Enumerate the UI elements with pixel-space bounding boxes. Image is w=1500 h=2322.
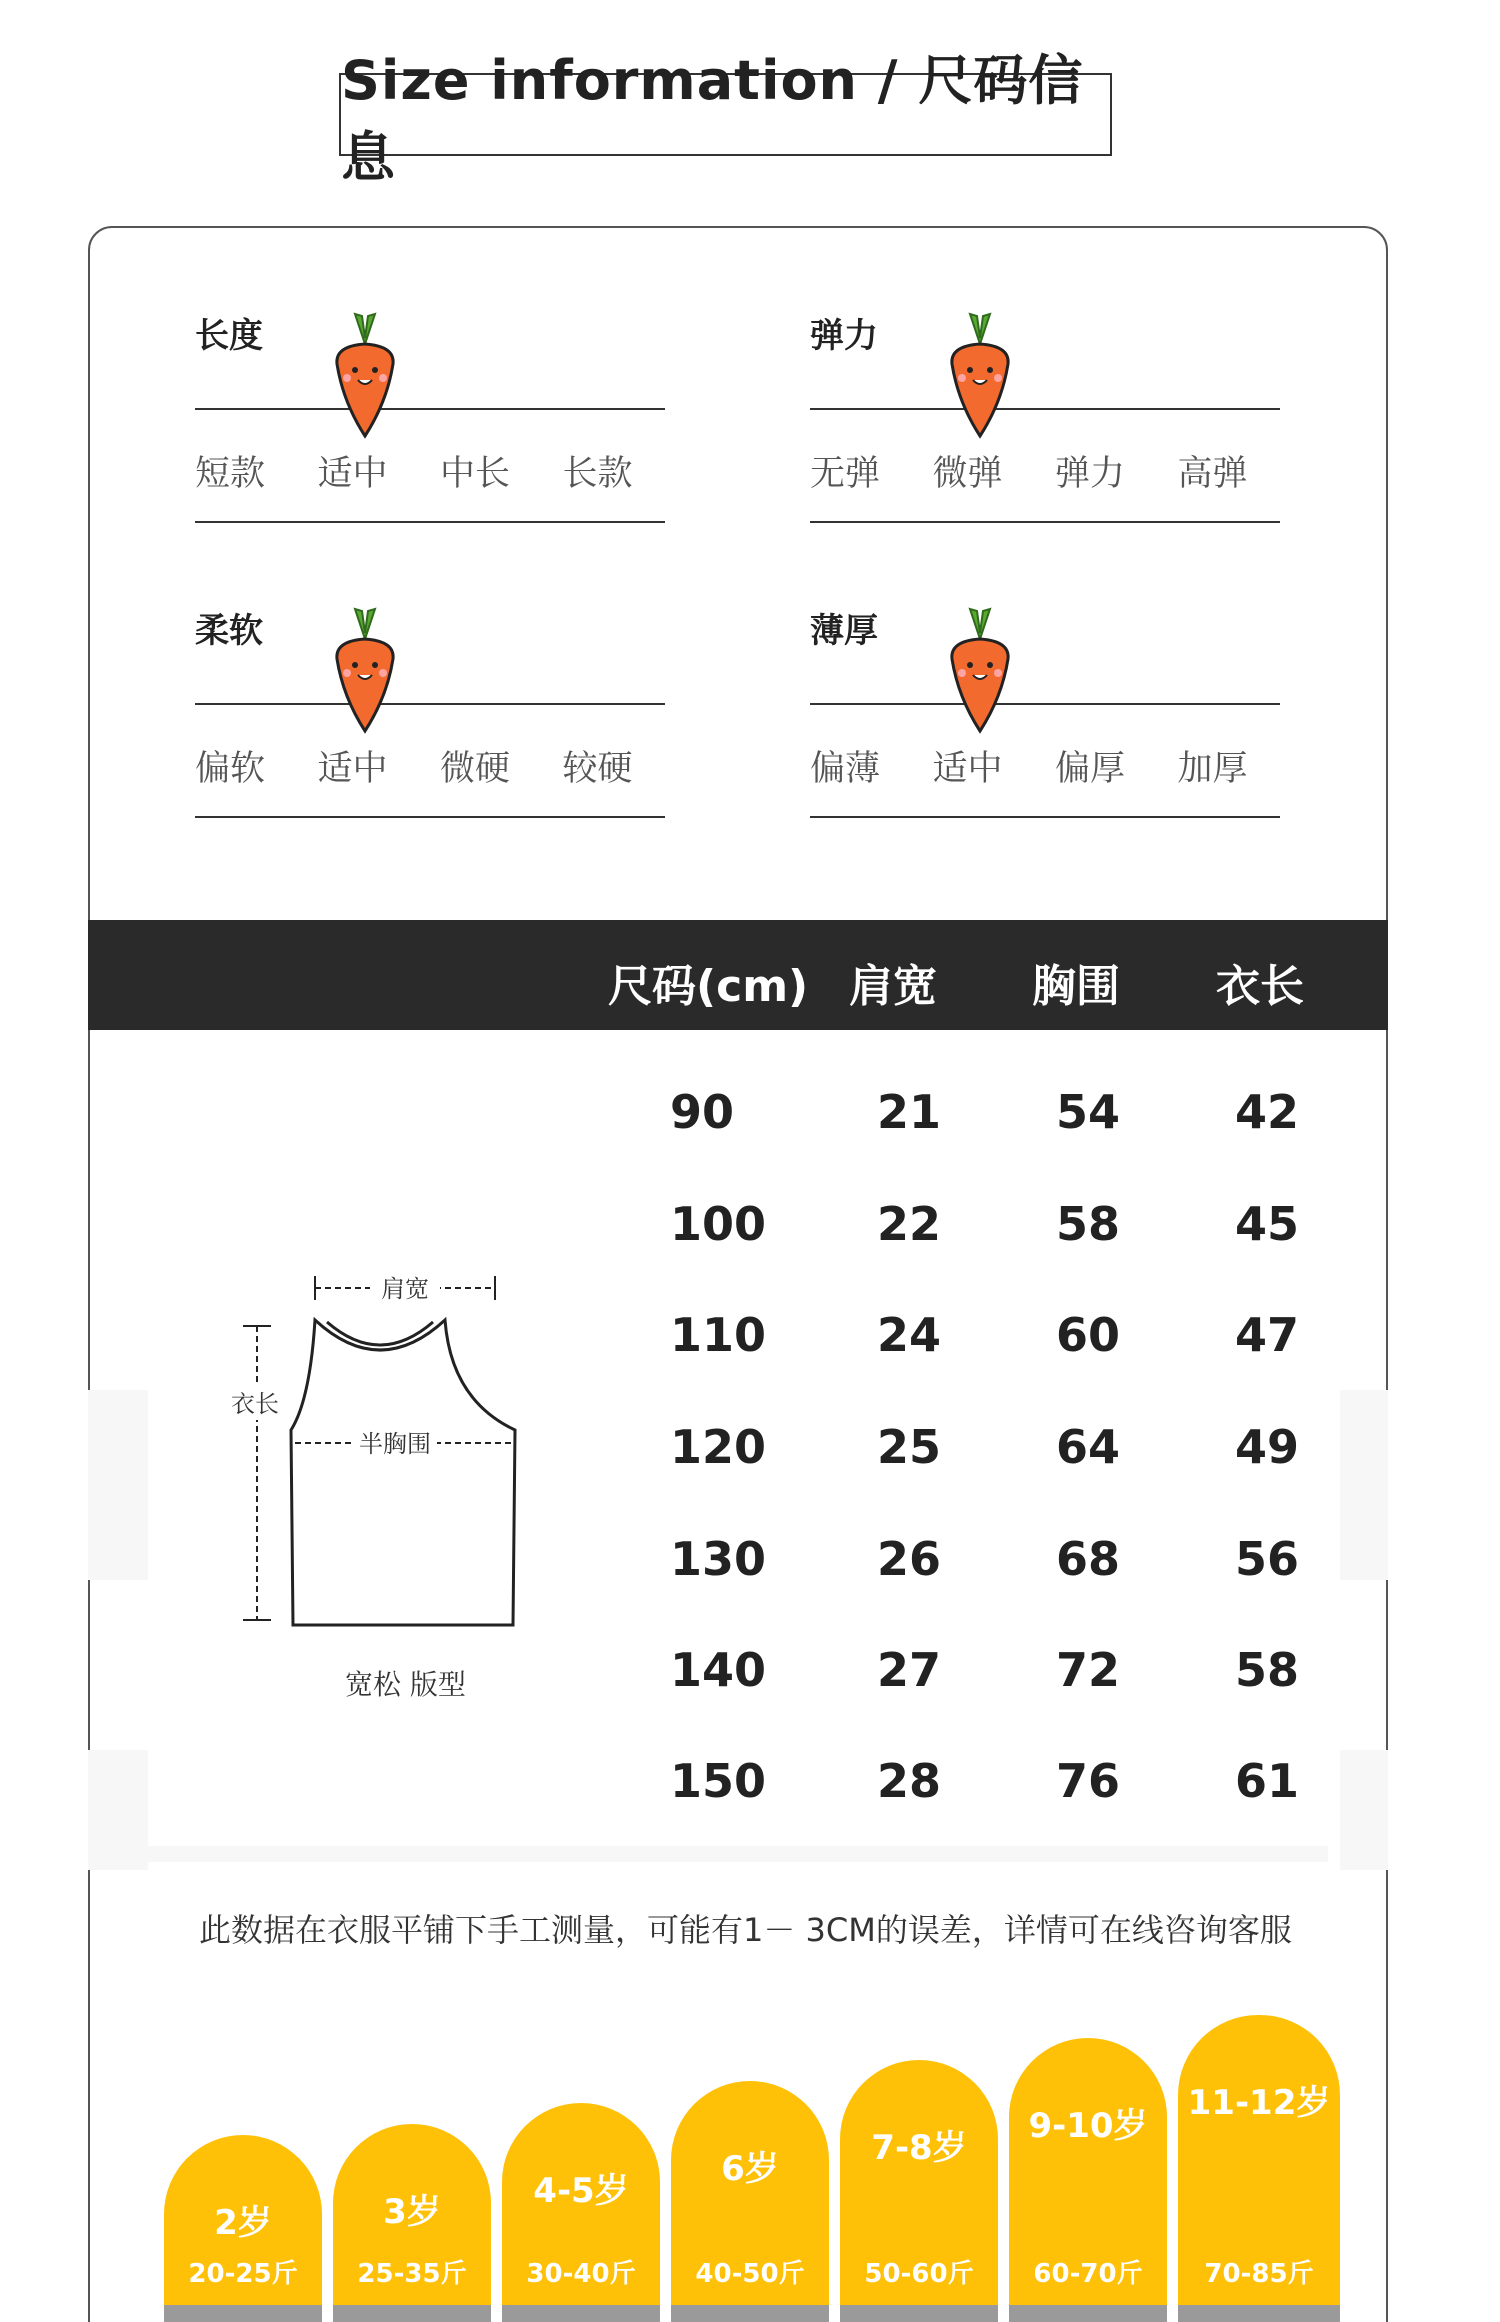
attribute-thickness [810,525,1290,789]
age-label: 7-8岁 [871,2128,967,2168]
table-cell: 150 [670,1754,767,1808]
age-card [333,2124,491,2305]
tank-top-diagram [215,1250,545,1700]
carrot-marker-icon [940,312,1020,442]
background-stripe [128,1846,1328,1862]
table-cell: 100 [670,1197,767,1251]
age-label: 2岁 [214,2203,272,2243]
option-label: 微硬 [440,749,511,789]
age-card [671,2081,829,2305]
table-cell: 130 [670,1532,767,1586]
attribute-title: 弹力 [810,316,878,356]
table-cell: 54 [1056,1085,1121,1139]
table-cell: 72 [1056,1643,1121,1697]
fit-type-label: 宽松 版型 [345,1668,466,1701]
age-card [1178,2015,1340,2305]
weight-label: 25-35斤 [357,2259,467,2289]
table-cell: 47 [1235,1308,1300,1362]
attribute-track [195,703,665,705]
column-header-shoulder: 肩宽 [849,961,937,1012]
attribute-divider [810,521,1280,523]
attribute-title: 薄厚 [810,611,878,651]
attribute-track [810,408,1280,410]
attribute-length [195,230,675,494]
table-cell: 42 [1235,1085,1300,1139]
page-title: Size information / 尺码信息 [339,73,1112,156]
weight-label: 70-85斤 [1204,2259,1314,2289]
attribute-divider [810,816,1280,818]
table-cell: 56 [1235,1532,1300,1586]
age-label: 11-12岁 [1187,2083,1331,2123]
table-cell: 24 [877,1308,942,1362]
option-label: 较硬 [562,749,633,789]
column-header-chest: 胸围 [1032,961,1120,1012]
shoulder-label: 肩宽 [381,1275,429,1303]
table-cell: 26 [877,1532,942,1586]
size-table-header [88,920,1388,1030]
weight-label: 50-60斤 [864,2259,974,2289]
weight-label: 20-25斤 [188,2259,298,2289]
option-label: 偏厚 [1055,749,1126,789]
table-cell: 21 [877,1085,942,1139]
table-cell: 140 [670,1643,767,1697]
table-cell: 49 [1235,1420,1300,1474]
chest-label: 半胸围 [359,1430,431,1458]
carrot-marker-icon [940,607,1020,737]
age-label: 9-10岁 [1028,2106,1148,2146]
option-label: 弹力 [1055,454,1126,494]
table-cell: 58 [1235,1643,1300,1697]
attribute-divider [195,816,665,818]
table-cell: 110 [670,1308,767,1362]
column-header-length: 衣长 [1216,961,1304,1012]
attribute-divider [195,521,665,523]
table-cell: 27 [877,1643,942,1697]
carrot-marker-icon [325,312,405,442]
table-row [0,1754,1500,1824]
age-card [1009,2038,1167,2305]
attribute-track [195,408,665,410]
option-label: 短款 [195,454,266,494]
age-label: 6岁 [721,2149,779,2189]
age-card-base [840,2305,998,2322]
age-card [840,2060,998,2305]
age-card-base [1178,2305,1340,2322]
weight-label: 30-40斤 [526,2259,636,2289]
age-card-base [333,2305,491,2322]
age-label: 4-5岁 [533,2171,629,2211]
age-card-base [671,2305,829,2322]
attribute-softness [195,525,675,789]
attribute-track [810,703,1280,705]
option-label: 适中 [317,454,388,494]
table-cell: 22 [877,1197,942,1251]
measurement-note: 此数据在衣服平铺下手工测量，可能有1－ 3CM的误差，详情可在线咨询客服 [199,1911,1292,1949]
option-label: 长款 [562,454,633,494]
table-cell: 90 [670,1085,735,1139]
table-cell: 61 [1235,1754,1300,1808]
table-cell: 60 [1056,1308,1121,1362]
age-card-base [502,2305,660,2322]
age-card [502,2103,660,2305]
table-cell: 76 [1056,1754,1121,1808]
attribute-title: 柔软 [195,611,263,651]
option-label: 中长 [440,454,511,494]
age-card-base [1009,2305,1167,2322]
age-card-base [164,2305,322,2322]
option-label: 高弹 [1177,454,1248,494]
table-cell: 68 [1056,1532,1121,1586]
table-cell: 64 [1056,1420,1121,1474]
attribute-title: 长度 [195,316,263,356]
weight-label: 40-50斤 [695,2259,805,2289]
option-label: 适中 [932,749,1003,789]
table-cell: 120 [670,1420,767,1474]
weight-label: 60-70斤 [1033,2259,1143,2289]
table-row [0,1085,1500,1155]
option-label: 无弹 [810,454,881,494]
length-label: 衣长 [231,1390,279,1418]
table-cell: 58 [1056,1197,1121,1251]
table-cell: 28 [877,1754,942,1808]
carrot-marker-icon [325,607,405,737]
option-label: 适中 [317,749,388,789]
option-label: 微弹 [932,454,1003,494]
column-header-size: 尺码(cm) [608,961,809,1012]
table-cell: 25 [877,1420,942,1474]
attribute-elasticity [810,230,1290,494]
age-label: 3岁 [383,2192,441,2232]
option-label: 加厚 [1177,749,1248,789]
table-cell: 45 [1235,1197,1300,1251]
option-label: 偏薄 [810,749,881,789]
age-card [164,2135,322,2305]
option-label: 偏软 [195,749,266,789]
